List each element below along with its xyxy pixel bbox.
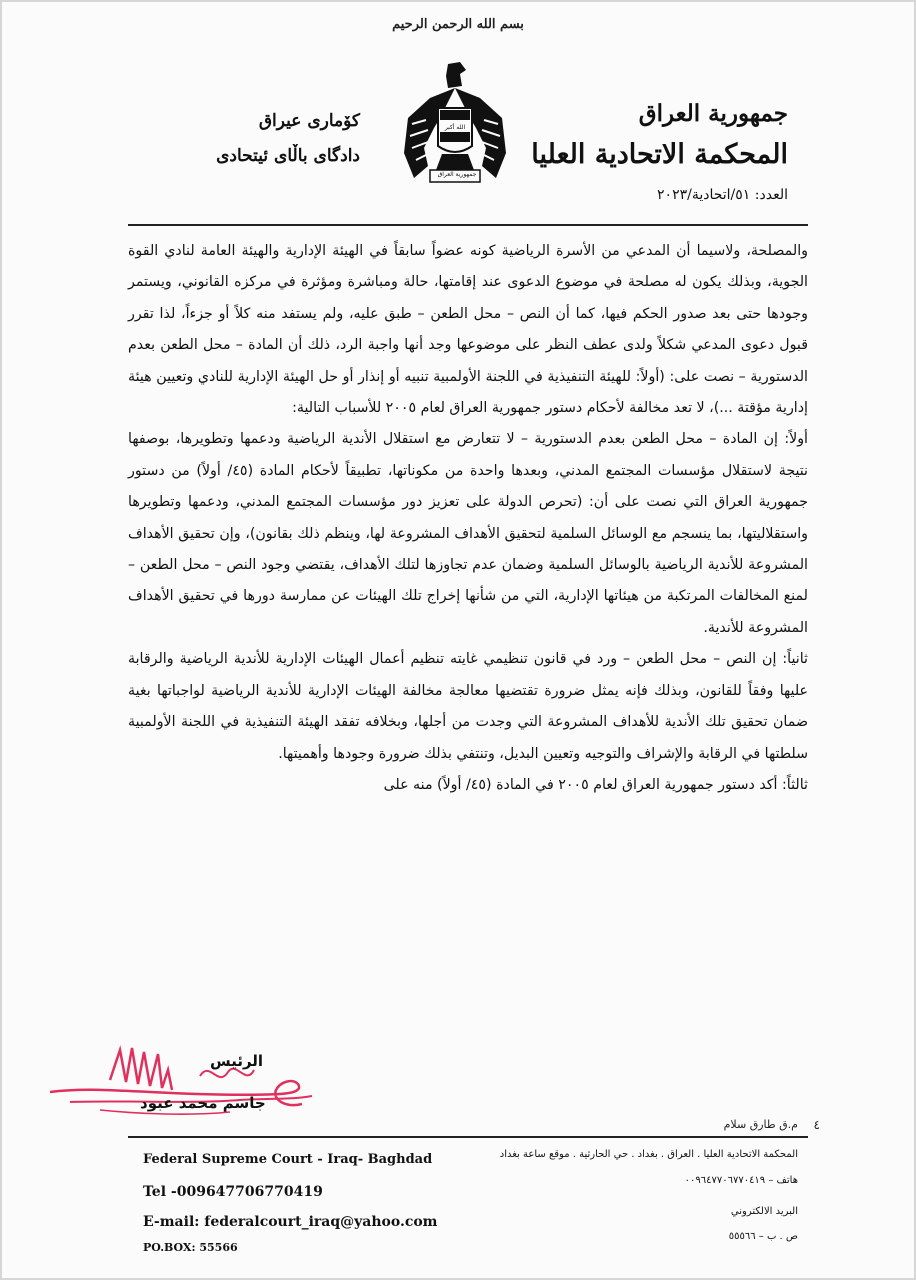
pobox-ar: ص . ب – ٥٥٥٦٦ bbox=[728, 1231, 798, 1242]
arabic-republic-name: جمهورية العراق bbox=[638, 100, 788, 127]
footer-divider bbox=[128, 1136, 808, 1138]
phone-ar: هاتف – ٠٠٩٦٤٧٧٠٦٧٧٠٤١٩ bbox=[684, 1175, 798, 1186]
kurdish-letterhead bbox=[150, 106, 360, 176]
paragraph: ثالثاً: أكد دستور جمهورية العراق لعام ٢٠٠٥ في المادة (٤٥/ أولاً) منه على bbox=[383, 776, 808, 793]
kurdish-court-name: دادگای باڵای ئیتحادی bbox=[216, 146, 360, 166]
court-name-en: Federal Supreme Court - Iraq- Baghdad bbox=[143, 1152, 433, 1167]
clerk-initials: م.ق طارق سلام bbox=[723, 1118, 798, 1131]
arabic-court-name: المحكمة الاتحادية العليا bbox=[531, 139, 788, 170]
phone-en: Tel -009647706770419 bbox=[143, 1184, 323, 1200]
footer-english-contact bbox=[143, 1150, 463, 1266]
pobox-en: PO.BOX: 55566 bbox=[143, 1241, 238, 1254]
paragraph: ثانياً: إن النص – محل الطعن – ورد في قانون تنظيمي غايته تنظيم أعمال الهيئات الإدارية للأندية الرياضية والرقابة عليها وفقاً للقانون، وبذلك فإنه يمثل ضرورة تقتضيها معالجة مخالفة الهيئات الإدارية للأندية الرياضية لواجباتها بغية ضمان تحقيق تلك الأندية للأهداف المشروعة التي وجدت من أجلها، وبخلافه تفقد الهيئة التنفيذية في اللجنة الأولمبية سلطتها في الرقابة والإشراف والتوجيه وتعيين البديل، وتنتفي بذلك ضرورة وجودها وأهميتها. bbox=[128, 651, 808, 762]
footer-arabic-contact bbox=[438, 1146, 798, 1248]
svg-text:الله أكبر: الله أكبر bbox=[444, 124, 466, 131]
signatory-title: الرئيس bbox=[210, 1052, 264, 1070]
header-divider bbox=[128, 224, 808, 226]
iraq-eagle-emblem-icon bbox=[400, 58, 510, 188]
bismillah: بسم الله الرحمن الرحيم bbox=[392, 17, 524, 32]
paragraph: أولاً: إن المادة – محل الطعن بعدم الدستورية – لا تتعارض مع استقلال الأندية الرياضية ودعمها وتطويرها، بوصفها نتيجة لاستقلال مؤسسات المجتمع المدني، وبعدها واحدة من مكوناتها، تطبيقاً لأحكام المادة (٤٥/ أولاً) من دستور جمهورية العراق التي نصت على أن: (تحرص الدولة على تعزيز دور مؤسسات المجتمع المدني، ودعمها وتطويرها واستقلاليتها، بما ينسجم مع الوسائل السلمية لتحقيق الأهداف المشروعة لها، وينظم ذلك بقانون)، وإن تحقيق الأهداف المشروعة للأندية الرياضية بالوسائل السلمية وضمان عدم تجاوزها لتلك الأهداف، يقتضي وجود النص – محل الطعن – لمنع المخالفات المرتكبة من هيئاتها الإدارية، التي من شأنها إخراج تلك الهيئات عن ممارسة دورها في تحقيق الأهداف المشروعة للأندية. bbox=[128, 431, 808, 636]
page-number: ٤ bbox=[813, 1118, 820, 1132]
email-label-ar: البريد الالكتروني bbox=[730, 1206, 798, 1217]
paragraph: والمصلحة، ولاسيما أن المدعي من الأسرة الرياضية كونه عضواً سابقاً في الهيئة الإدارية والهيئة العامة لنادي القوة الجوية، وبذلك يكون له مصلحة في موضوع الدعوى عند إقامتها، حالة ومباشرة ومؤثرة في مركزه القانوني، ويستمر وجودها حتى بعد صدور الحكم فيها، كما أن النص – محل الطعن – طبق عليه، ولم يستفد منه كلاً أو جزءاً، لذا تقرر قبول دعوى المدعي شكلاً ولدى عطف النظر على موضوعها وجد أنها واجبة الرد، ذلك أن المادة – محل الطعن بعدم الدستورية – نصت على: (أولاً: للهيئة التنفيذية في اللجنة الأولمبية تنبيه أو إنذار أو حل الهيئة الإدارية للنادي وتعيين هيئة إدارية مؤقتة ...)، لا تعد مخالفة لأحكام دستور جمهورية العراق لعام ٢٠٠٥ للأسباب التالية: bbox=[128, 243, 808, 417]
kurdish-republic-name: كۆماری عیراق bbox=[258, 111, 360, 131]
emblem-scroll-text: جمهورية العراق bbox=[437, 171, 477, 178]
signature-scribble-icon bbox=[40, 1030, 340, 1140]
arabic-letterhead bbox=[528, 96, 788, 208]
case-number: العدد: ٥١/اتحادية/٢٠٢٣ bbox=[657, 187, 788, 203]
email-en: E-mail: federalcourt_iraq@yahoo.com bbox=[143, 1214, 438, 1230]
judgment-body bbox=[128, 236, 808, 801]
signatory-name: جاسم محمد عبود bbox=[140, 1094, 266, 1112]
address-ar: المحكمة الاتحادية العليا . العراق . بغداد . حي الحارثية . موقع ساعة بغداد bbox=[499, 1149, 798, 1160]
